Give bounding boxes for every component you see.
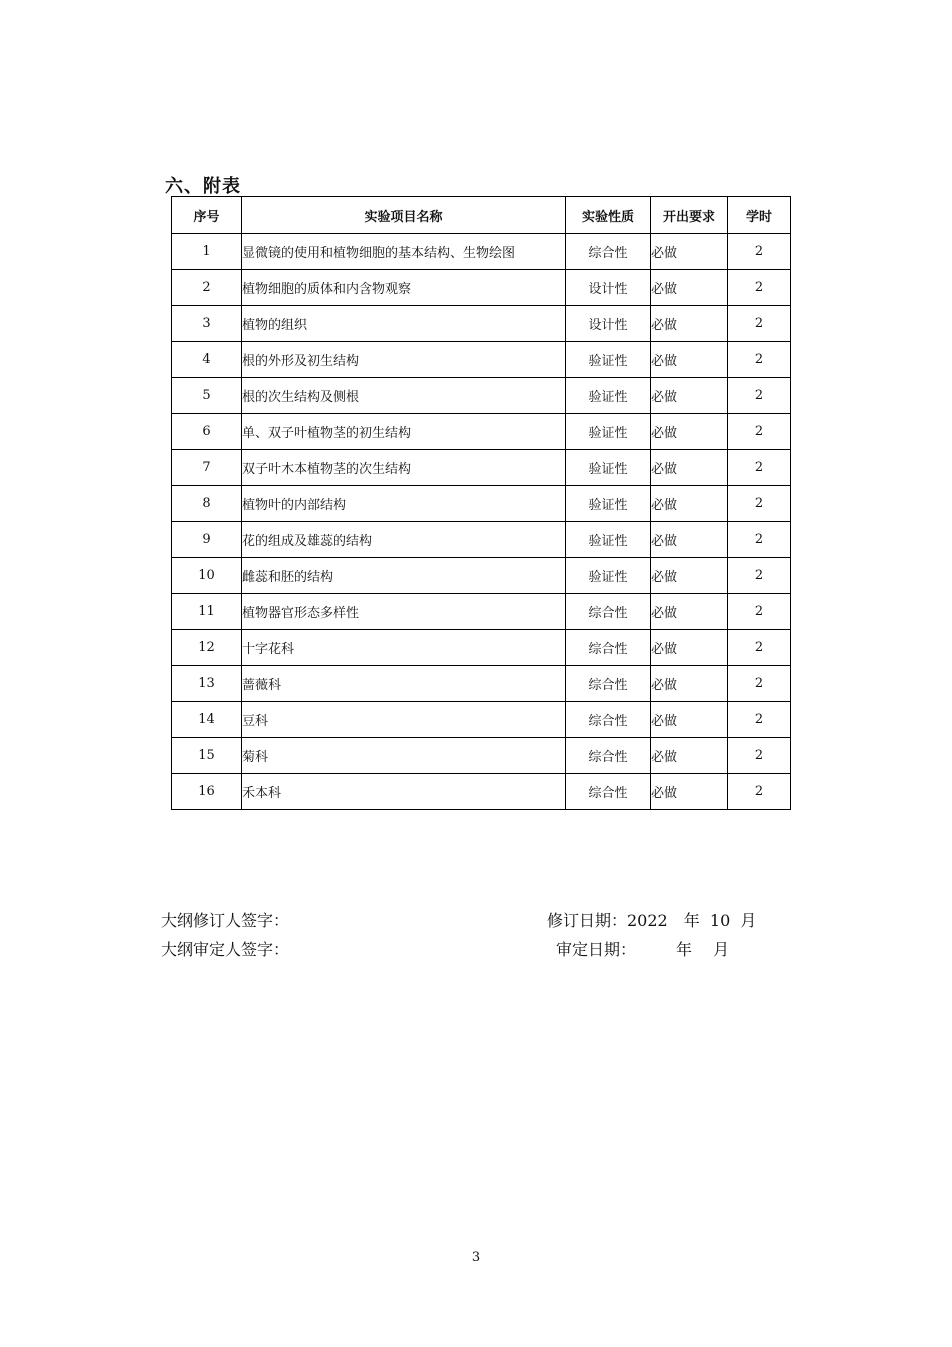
experiment-name: 十字花科 xyxy=(242,630,566,666)
experiment-name: 显微镜的使用和植物细胞的基本结构、生物绘图 xyxy=(242,234,566,270)
header-name: 实验项目名称 xyxy=(242,197,566,234)
row-number: 11 xyxy=(172,594,242,630)
class-hours: 2 xyxy=(728,666,791,702)
experiment-nature: 综合性 xyxy=(566,234,651,270)
requirement: 必做 xyxy=(651,414,728,450)
requirement: 必做 xyxy=(651,630,728,666)
class-hours: 2 xyxy=(728,738,791,774)
class-hours: 2 xyxy=(728,378,791,414)
experiment-name: 植物细胞的质体和内含物观察 xyxy=(242,270,566,306)
experiment-name: 禾本科 xyxy=(242,774,566,810)
table-row xyxy=(172,558,791,594)
requirement: 必做 xyxy=(651,306,728,342)
table-row xyxy=(172,774,791,810)
experiment-nature: 综合性 xyxy=(566,630,651,666)
table-row xyxy=(172,594,791,630)
row-number: 15 xyxy=(172,738,242,774)
experiment-nature: 综合性 xyxy=(566,666,651,702)
requirement: 必做 xyxy=(651,738,728,774)
row-number: 6 xyxy=(172,414,242,450)
row-number: 7 xyxy=(172,450,242,486)
experiment-nature: 综合性 xyxy=(566,774,651,810)
row-number: 2 xyxy=(172,270,242,306)
requirement: 必做 xyxy=(651,234,728,270)
table-row xyxy=(172,342,791,378)
class-hours: 2 xyxy=(728,270,791,306)
class-hours: 2 xyxy=(728,702,791,738)
requirement: 必做 xyxy=(651,558,728,594)
experiment-nature: 验证性 xyxy=(566,414,651,450)
table-row xyxy=(172,738,791,774)
experiment-name: 雌蕊和胚的结构 xyxy=(242,558,566,594)
page-number: 3 xyxy=(471,1250,481,1265)
experiment-name: 蔷薇科 xyxy=(242,666,566,702)
row-number: 10 xyxy=(172,558,242,594)
row-number: 8 xyxy=(172,486,242,522)
table-row xyxy=(172,414,791,450)
experiment-nature: 验证性 xyxy=(566,342,651,378)
requirement: 必做 xyxy=(651,702,728,738)
class-hours: 2 xyxy=(728,774,791,810)
class-hours: 2 xyxy=(728,630,791,666)
requirement: 必做 xyxy=(651,666,728,702)
row-number: 1 xyxy=(172,234,242,270)
table-row xyxy=(172,270,791,306)
section-title: 六、附表 xyxy=(165,176,241,197)
experiment-name: 植物的组织 xyxy=(242,306,566,342)
header-no: 序号 xyxy=(172,197,242,234)
experiment-nature: 综合性 xyxy=(566,702,651,738)
experiment-nature: 验证性 xyxy=(566,486,651,522)
row-number: 12 xyxy=(172,630,242,666)
requirement: 必做 xyxy=(651,378,728,414)
table-row xyxy=(172,378,791,414)
header-requirement: 开出要求 xyxy=(651,197,728,234)
experiment-name: 单、双子叶植物茎的初生结构 xyxy=(242,414,566,450)
table-row xyxy=(172,306,791,342)
header-nature: 实验性质 xyxy=(566,197,651,234)
reviser-signature-label: 大纲修订人签字： xyxy=(161,911,290,930)
table-row xyxy=(172,486,791,522)
experiment-nature: 验证性 xyxy=(566,558,651,594)
requirement: 必做 xyxy=(651,450,728,486)
row-number: 14 xyxy=(172,702,242,738)
row-number: 4 xyxy=(172,342,242,378)
approver-signature-label: 大纲审定人签字： xyxy=(161,940,290,959)
header-hours: 学时 xyxy=(728,197,791,234)
class-hours: 2 xyxy=(728,234,791,270)
requirement: 必做 xyxy=(651,270,728,306)
requirement: 必做 xyxy=(651,594,728,630)
table-row xyxy=(172,234,791,270)
experiment-name: 双子叶木本植物茎的次生结构 xyxy=(242,450,566,486)
experiment-name: 植物器官形态多样性 xyxy=(242,594,566,630)
experiment-name: 花的组成及雄蕊的结构 xyxy=(242,522,566,558)
table-row xyxy=(172,522,791,558)
experiment-nature: 综合性 xyxy=(566,594,651,630)
experiment-name: 菊科 xyxy=(242,738,566,774)
class-hours: 2 xyxy=(728,342,791,378)
requirement: 必做 xyxy=(651,774,728,810)
class-hours: 2 xyxy=(728,306,791,342)
row-number: 9 xyxy=(172,522,242,558)
experiment-nature: 设计性 xyxy=(566,306,651,342)
experiment-nature: 验证性 xyxy=(566,450,651,486)
table-header-row xyxy=(172,197,791,234)
experiment-nature: 验证性 xyxy=(566,378,651,414)
class-hours: 2 xyxy=(728,486,791,522)
requirement: 必做 xyxy=(651,522,728,558)
row-number: 13 xyxy=(172,666,242,702)
table-row xyxy=(172,702,791,738)
experiment-nature: 设计性 xyxy=(566,270,651,306)
requirement: 必做 xyxy=(651,486,728,522)
class-hours: 2 xyxy=(728,450,791,486)
row-number: 5 xyxy=(172,378,242,414)
class-hours: 2 xyxy=(728,522,791,558)
requirement: 必做 xyxy=(651,342,728,378)
row-number: 3 xyxy=(172,306,242,342)
experiment-table xyxy=(171,196,791,810)
class-hours: 2 xyxy=(728,414,791,450)
revision-date: 修订日期：2022 年 10 月 xyxy=(547,911,757,930)
class-hours: 2 xyxy=(728,594,791,630)
table-row xyxy=(172,450,791,486)
experiment-name: 根的次生结构及侧根 xyxy=(242,378,566,414)
experiment-name: 植物叶的内部结构 xyxy=(242,486,566,522)
row-number: 16 xyxy=(172,774,242,810)
class-hours: 2 xyxy=(728,558,791,594)
table-row xyxy=(172,630,791,666)
experiment-name: 豆科 xyxy=(242,702,566,738)
table-row xyxy=(172,666,791,702)
approval-date: 审定日期： 年 月 xyxy=(556,940,730,959)
experiment-name: 根的外形及初生结构 xyxy=(242,342,566,378)
experiment-nature: 综合性 xyxy=(566,738,651,774)
experiment-nature: 验证性 xyxy=(566,522,651,558)
